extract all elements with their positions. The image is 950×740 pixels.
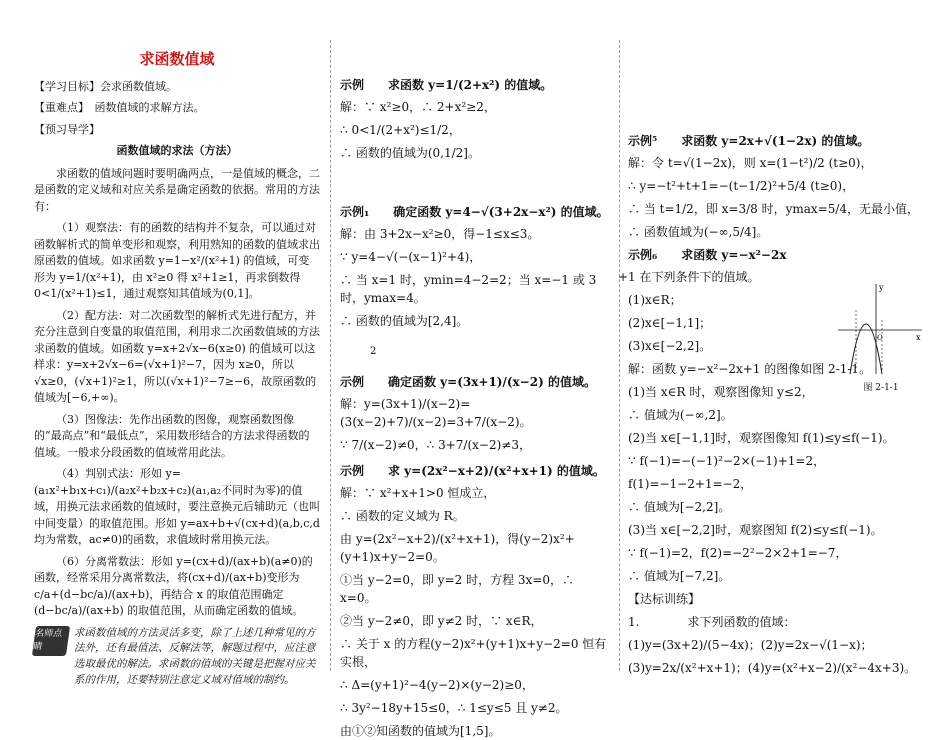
key-points: 【重难点】 函数值域的求解方法。 [34, 101, 205, 114]
example-4-line: ①当 y−2=0，即 y=2 时，方程 3x=0，∴ x=0。 [340, 573, 574, 605]
tip-badge: 名师点睛 [32, 626, 70, 656]
example-4-line: ∴ 3y²−18y+15≤0，∴ 1≤y≤5 且 y≠2。 [340, 701, 568, 715]
column-right [618, 40, 928, 675]
example-4-line: ∴ 函数的定义域为 R。 [340, 509, 465, 523]
figure-caption: 图 2-1-1 [863, 382, 899, 393]
figure-origin-label: O [877, 334, 883, 342]
example-1-line: ∴ 0<1/(2+x²)≤1/2， [340, 123, 461, 137]
intro-paragraph: 求函数的值域问题时要明确两点，一是值域的概念，二是函数的定义域和对应关系是确定函数的依据。常用的方法有： [34, 166, 320, 213]
parabola-graph [836, 280, 926, 376]
example-2-title: 示例₁ 确定函数 y=4−√(3+2x−x²) 的值域。 [340, 205, 609, 219]
exercise-1-parts: (3)y=2x/(x²+x+1)；(4)y=(x²+x−2)/(x²−4x+3)。 [628, 661, 917, 675]
example-6-line: ∴ 值域为[−7,2]。 [628, 569, 731, 583]
example-6-line: (3)当 x∈[−2,2]时，观察图知 f(2)≤y≤f(−1)。 [628, 523, 883, 537]
method-separate-constant: （6）分离常数法：形如 y=(cx+d)/(ax+b)(a≠0)的函数，经常采用分离常数法，将(cx+d)/(ax+b)变形为 c/a+(d−bc/a)/(ax+b)，再结合 x 的取值范围确定 (d−bc/a)/(ax+b) 的取值范围，从而确定函数的值域。 [34, 554, 313, 617]
example-6-line: (2)当 x∈[−1,1]时，观察图像知 f(1)≤y≤f(−1)。 [628, 431, 895, 445]
example-6-title: 示例₆ 求函数 y=−x²−2x [628, 248, 787, 262]
method-graph: （3）图像法：先作出函数的图像，观察函数图像的“最高点”和“最低点”，采用数形结合的方法求得函数的值域。一般求分段函数的值域常用此法。 [34, 412, 310, 459]
example-4-line: ∴ 关于 x 的方程(y−2)x²+(y+1)x+y−2=0 恒有实根， [340, 637, 607, 669]
example-6-title-cont: +1 在下列条件下的值域。 [618, 270, 760, 284]
example-2-line: ∴ 当 x=1 时，ymin=4−2=2；当 x=−1 或 3 时，ymax=4。 [340, 273, 597, 305]
example-1-title: 示例 求函数 y=1/(2+x²) 的值域。 [340, 78, 553, 92]
exercise-1: 1. 求下列函数的值域： [628, 615, 796, 629]
example-4-title: 示例 求 y=(2x²−x+2)/(x²+x+1) 的值域。 [340, 464, 605, 478]
example-2-line: 解：由 3+2x−x²≥0，得−1≤x≤3。 [340, 227, 540, 241]
example-5-line: ∴ y=−t²+t+1=−(t−1/2)²+5/4 (t≥0)， [628, 179, 855, 193]
section-subtitle: 函数值域的求法（方法） [116, 144, 238, 157]
preview-heading: 【预习导学】 [34, 122, 100, 136]
method-observation: （1）观察法：有的函数的结构并不复杂，可以通过对函数解析式的简单变形和观察，利用熟知的函数的值域求出原函数的值域。如求函数 y=1−x²/(x²+1) 的值域，可变形为 y=1/(x²+1)，由 x²≥0 得 x²+1≥1，再求倒数得 0<1/(x²+1)≤1，通过观察知其值域为(0,1]。 [34, 221, 320, 300]
example-6-case: (2)x∈[−1,1]； [628, 316, 712, 330]
example-4-line: 由 y=(2x²−x+2)/(x²+x+1)，得(y−2)x²+(y+1)x+y−2=0。 [340, 532, 575, 564]
example-6-case: (3)x∈[−2,2]。 [628, 339, 712, 353]
method-completing-square: （2）配方法：对二次函数型的解析式先进行配方，并充分注意到自变量的取值范围，利用求二次函数值域的方法求函数的值域。如函数 y=x+2√x−6(x≥0) 的值域可以这样求：y=x+2√x−6=(√x+1)²−7，因为 x≥0，所以√x≥0，(√x+1)²≥1，所以(√x+1)²−7≥−6，故原函数的值域为[−6,+∞)。 [34, 308, 320, 404]
example-2-line: ∴ 函数的值域为[2,4]。 [340, 314, 469, 328]
example-6-case: (1)x∈R； [628, 293, 682, 307]
example-6-line: ∵ f(−1)=2，f(2)=−2²−2×2+1=−7， [628, 546, 848, 560]
example-4-line: 解：∵ x²+x+1>0 恒成立， [340, 486, 496, 500]
example-2-line: ∵ y=4−√(−(x−1)²+4)， [340, 250, 482, 264]
example-6-line: ∴ 值域为[−2,2]。 [628, 500, 731, 514]
example-6-line: f(1)=−1−2+1=−2， [628, 477, 753, 491]
exercise-1-parts: (1)y=(3x+2)/(5−4x)；(2)y=2x−√(1−x)； [628, 638, 873, 652]
example-3-line: 解：y=(3x+1)/(x−2)=(3(x−2)+7)/(x−2)=3+7/(x−2)。 [340, 397, 532, 429]
figure-x-label: x [916, 333, 921, 342]
example-1-line: 解：∵ x²≥0，∴ 2+x²≥2， [340, 100, 496, 114]
column-divider-2 [619, 40, 620, 671]
page-number: 2 [370, 346, 377, 357]
example-5-line: ∴ 函数值域为(−∞,5/4]。 [628, 225, 769, 239]
column-left [32, 40, 320, 686]
figure-y-label: y [879, 283, 884, 292]
example-4-line: ②当 y−2≠0，即 y≠2 时，∵ x∈R， [340, 614, 543, 628]
example-4-line: 由①②知函数的值域为[1,5]。 [340, 724, 501, 738]
example-6-line: (1)当 x∈R 时，观察图像知 y≤2， [628, 385, 814, 399]
example-4-line: ∴ Δ=(y+1)²−4(y−2)×(y−2)≥0， [340, 678, 534, 692]
example-5-title: 示例⁵ 求函数 y=2x+√(1−2x) 的值域。 [628, 134, 870, 148]
column-middle [340, 40, 610, 738]
tip-text: 求函数值域的方法灵活多变，除了上述几种常见的方法外，还有最值法、反解法等，解题过程中，应注意选取最优的解法。求函数的值域的关键是把握对应关系的作用，还要特别注意定义域对值域的制约。 [74, 626, 316, 686]
method-discriminant: （4）判别式法：形如 y=(a₁x²+b₁x+c₁)/(a₂x²+b₂x+c₂)(a₁,a₂不同时为零)的值域，用换元法求函数的值域时，要注意换元后辅助元（也叫中间变量）的取值范围。形如 y=ax+b+√(cx+d)(a,b,c,d均为常数，ac≠0)的函数，求值域时常用换元法。 [34, 467, 320, 546]
example-5-line: ∴ 当 t=1/2，即 x=3/8 时，ymax=5/4，无最小值， [628, 202, 920, 216]
example-3-line: ∵ 7/(x−2)≠0，∴ 3+7/(x−2)≠3， [340, 438, 531, 452]
example-6-line: ∴ 值域为(−∞,2]。 [628, 408, 733, 422]
example-6-line: ∵ f(−1)=−(−1)²−2×(−1)+1=2， [628, 454, 826, 468]
example-6-line: 解：函数 y=−x²−2x+1 的图像如图 2-1-1。 [628, 362, 872, 376]
learning-goal: 【学习目标】会求函数值域。 [34, 79, 177, 93]
example-3-title: 示例 确定函数 y=(3x+1)/(x−2) 的值域。 [340, 375, 596, 389]
column-divider-1 [330, 40, 331, 671]
example-1-line: ∴ 函数的值域为(0,1/2]。 [340, 146, 480, 160]
training-heading: 【达标训练】 [628, 592, 701, 606]
page-title: 求函数值域 [139, 50, 215, 68]
tip-box [34, 626, 320, 689]
parabola-figure [836, 280, 926, 393]
example-5-line: 解：令 t=√(1−2x)，则 x=(1−t²)/2 (t≥0)， [628, 156, 873, 170]
